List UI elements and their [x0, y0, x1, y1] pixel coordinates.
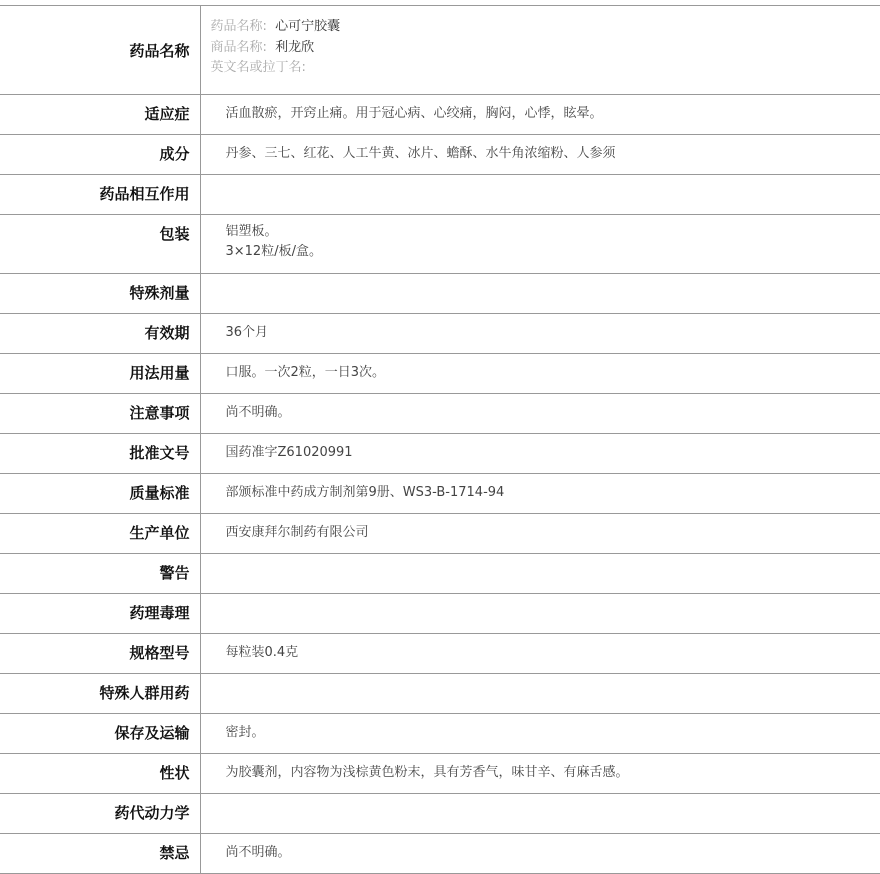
value-pharmacology [200, 594, 880, 634]
table-row-usage [0, 354, 880, 394]
generic-name-line [211, 17, 880, 38]
label-precautions: 注意事项 [0, 394, 200, 434]
value-quality-standard: 部颁标准中药成方制剂第9册、WS3-B-1714-94 [200, 474, 880, 514]
label-ingredients: 成分 [0, 135, 200, 175]
trade-name-line [211, 38, 880, 59]
table-row-approval-number [0, 434, 880, 474]
value-precautions: 尚不明确。 [200, 394, 880, 434]
label-packaging: 包装 [0, 215, 200, 274]
label-indications: 适应症 [0, 95, 200, 135]
label-pharmacokinetics: 药代动力学 [0, 794, 200, 834]
label-usage: 用法用量 [0, 354, 200, 394]
table-row-quality-standard [0, 474, 880, 514]
table-row-storage [0, 714, 880, 754]
label-interactions: 药品相互作用 [0, 175, 200, 215]
value-special-populations [200, 674, 880, 714]
value-specification: 每粒装0.4克 [200, 634, 880, 674]
table-row-drug-name [0, 6, 880, 95]
table-row-shelf-life [0, 314, 880, 354]
value-special-dosage [200, 274, 880, 314]
value-usage: 口服。一次2粒，一日3次。 [200, 354, 880, 394]
table-row-manufacturer [0, 514, 880, 554]
value-storage: 密封。 [200, 714, 880, 754]
value-manufacturer: 西安康拜尔制药有限公司 [200, 514, 880, 554]
table-row-interactions [0, 175, 880, 215]
value-drug-name [200, 6, 880, 95]
table-row-description [0, 754, 880, 794]
table-row-special-dosage [0, 274, 880, 314]
label-shelf-life: 有效期 [0, 314, 200, 354]
value-ingredients: 丹参、三七、红花、人工牛黄、冰片、蟾酥、水牛角浓缩粉、人参须 [200, 135, 880, 175]
generic-name-value: 心可宁胶囊 [275, 19, 340, 34]
value-warning [200, 554, 880, 594]
value-pharmacokinetics [200, 794, 880, 834]
table-row-ingredients [0, 135, 880, 175]
value-indications: 活血散瘀，开窍止痛。用于冠心病、心绞痛，胸闷，心悸，眩晕。 [200, 95, 880, 135]
label-description: 性状 [0, 754, 200, 794]
table-row-precautions [0, 394, 880, 434]
label-special-dosage: 特殊剂量 [0, 274, 200, 314]
table-row-indications [0, 95, 880, 135]
table-row-special-populations [0, 674, 880, 714]
label-storage: 保存及运输 [0, 714, 200, 754]
label-drug-name: 药品名称 [0, 6, 200, 95]
english-name-key: 英文名或拉丁名: [211, 60, 306, 75]
packaging-line-2: 3×12粒/板/盒。 [226, 242, 880, 262]
table-row-packaging [0, 215, 880, 274]
generic-name-key: 药品名称: [211, 19, 267, 34]
label-special-populations: 特殊人群用药 [0, 674, 200, 714]
table-row-contraindications [0, 834, 880, 874]
label-approval-number: 批准文号 [0, 434, 200, 474]
value-interactions [200, 175, 880, 215]
label-manufacturer: 生产单位 [0, 514, 200, 554]
table-row-pharmacology [0, 594, 880, 634]
label-specification: 规格型号 [0, 634, 200, 674]
table-row-warning [0, 554, 880, 594]
value-shelf-life: 36个月 [200, 314, 880, 354]
value-contraindications: 尚不明确。 [200, 834, 880, 874]
table-row-specification [0, 634, 880, 674]
value-packaging [200, 215, 880, 274]
drug-info-table [0, 5, 880, 874]
trade-name-key: 商品名称: [211, 40, 267, 55]
value-approval-number: 国药准字Z61020991 [200, 434, 880, 474]
table-row-pharmacokinetics [0, 794, 880, 834]
label-warning: 警告 [0, 554, 200, 594]
packaging-line-1: 铝塑板。 [226, 222, 880, 242]
label-pharmacology: 药理毒理 [0, 594, 200, 634]
english-name-line [211, 58, 880, 79]
label-quality-standard: 质量标准 [0, 474, 200, 514]
trade-name-value: 利龙欣 [275, 40, 314, 55]
label-contraindications: 禁忌 [0, 834, 200, 874]
value-description: 为胶囊剂，内容物为浅棕黄色粉末，具有芳香气，味甘辛、有麻舌感。 [200, 754, 880, 794]
